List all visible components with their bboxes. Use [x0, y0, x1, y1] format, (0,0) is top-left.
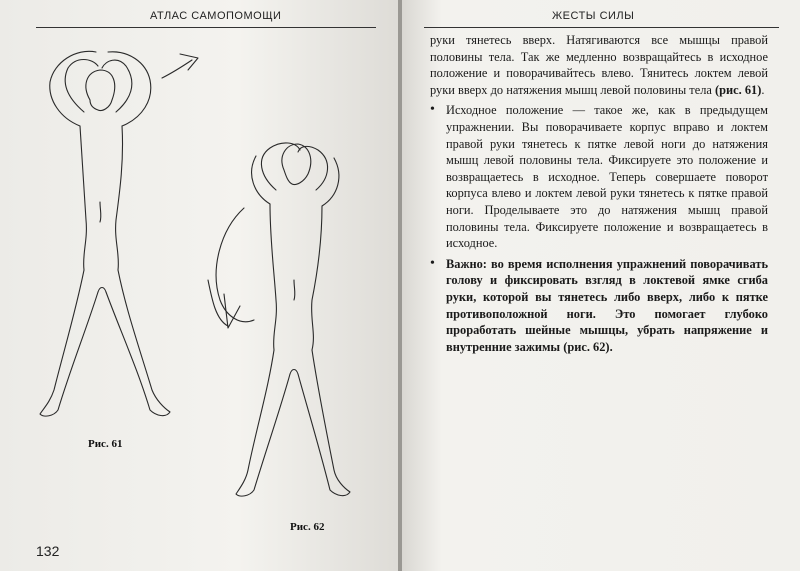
bullet-text: Исходное положение — такое же, как в предыдущем упражнении. Вы поворачиваете корпус вправо и локтем правой руки тянетесь к пятке левой ноги до натяжения мышц левой половины тела. Фиксируете это положение и возвращаетесь в исходное. Теперь совершаете поворот корпуса влево и локтем левой руки тянетесь к пятке правой ноги. Проделываете это до натяжения мышц правой половины тела. Фиксируете положение и возвращаетесь в исходное.: [446, 103, 768, 251]
bullet-icon: •: [430, 255, 435, 271]
figure-61-caption: Рис. 61: [88, 438, 123, 450]
head-rule-right: [424, 27, 779, 28]
paragraph-end: .: [609, 339, 613, 354]
head-rule-left: [36, 27, 376, 28]
paragraph-end: .: [761, 82, 765, 97]
body-text: [430, 32, 768, 359]
figure-reference: (рис. 61): [714, 82, 762, 97]
figure-62-caption: Рис. 62: [290, 521, 325, 533]
paragraph-continuation: [430, 32, 768, 98]
important-label: Важно:: [446, 256, 487, 271]
bullet-item-important: [430, 256, 768, 356]
bullet-icon: •: [430, 102, 435, 118]
important-text: во время исполнения упражнений поворачивать голову и фиксировать взгляд в локтевой ямке сгиба руки, которой вы тянетесь либо вверх, либо к пятке противоположной ноги. Это помогает глубоко проработать шейные мышцы, убрать напряжение и внутренние зажимы: [446, 256, 768, 354]
figure-61-illustration: [20, 30, 210, 440]
running-head-left: АТЛАС САМОПОМОЩИ: [150, 10, 282, 22]
left-page: [0, 0, 398, 571]
paragraph-text: руки тянетесь вверх. Натягиваются все мышцы правой половины тела. Так же медленно возвращайтесь в исходное положение и поворачивайтесь влево. Тянитесь локтем левой руки вверх до натяжения мышц левой половины тела: [430, 33, 768, 97]
bullet-item: [430, 102, 768, 251]
right-page: [402, 0, 800, 571]
figure-62-illustration: [200, 130, 385, 525]
running-head-right: ЖЕСТЫ СИЛЫ: [552, 10, 635, 22]
page-number-left: 132: [36, 543, 60, 559]
figure-reference: (рис. 62): [563, 339, 610, 354]
